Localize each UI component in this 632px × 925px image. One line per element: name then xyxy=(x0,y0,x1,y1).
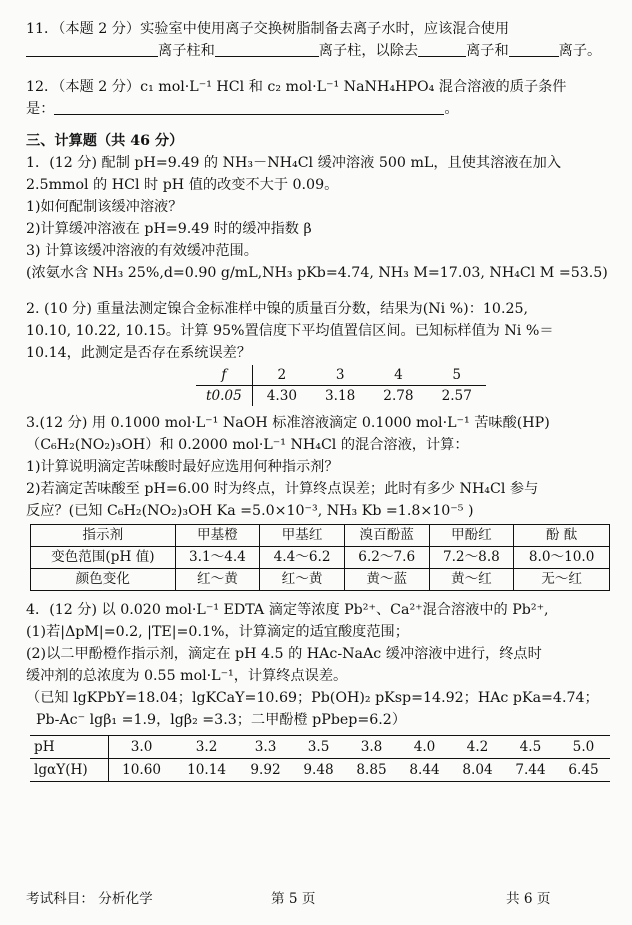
indicator-row-color: 颜色变化 红～黄 红～黄 黄～蓝 黄～红 无～红 xyxy=(31,569,610,591)
calc-4-line-5: （已知 lgKPbY=18.04；lgKCaY=10.69；Pb(OH)₂ pKsp=14.92；HAc pKa=4.74； xyxy=(26,690,599,706)
blank-ion-1[interactable] xyxy=(418,40,466,57)
calc-2-line-3: 10.14，此测定是否存在系统误差？ xyxy=(26,345,252,361)
calc-1-line-1: 1．(12 分) 配制 pH=9.49 的 NH₃－NH₄Cl 缓冲溶液 500 mL，且使其溶液在加入 xyxy=(26,155,562,171)
calc-1-line-4: 2)计算缓冲溶液在 pH=9.49 时的缓冲指数 β xyxy=(26,221,312,237)
blank-resin-column-2[interactable] xyxy=(215,40,319,57)
calc-1-line-2: 2.5mmol 的 HCl 时 pH 值的改变不大于 0.09。 xyxy=(26,177,339,193)
question-12-text: 12．（本题 2 分）c₁ mol·L⁻¹ HCl 和 c₂ mol·L⁻¹ NaNH₄HPO₄ 混合溶液的质子条件 xyxy=(26,79,567,95)
question-11-blanks: 离子柱和 离子柱，以除去 离子和 离子。 xyxy=(26,40,610,62)
t-table-header-t: t0.05 xyxy=(196,386,252,407)
t-distribution-table: f 2 3 4 5 t0.05 4.30 3.18 2.78 2.57 xyxy=(196,365,486,406)
question-11 xyxy=(26,18,610,62)
blank-ion-2[interactable] xyxy=(509,40,559,57)
footer-page-number: 第 5 页 xyxy=(271,891,316,907)
calc-4-line-1: 4．(12 分) 以 0.020 mol·L⁻¹ EDTA 滴定等浓度 Pb²⁺、Ca²⁺混合溶液中的 Pb²⁺, xyxy=(26,602,549,618)
t-table-header-f: f xyxy=(196,365,252,386)
lgalpha-row: lgαY(H) 10.60 10.14 9.92 9.48 8.85 8.44 8.04 7.44 6.45 xyxy=(30,759,610,782)
indicator-row-range: 变色范围(pH 值) 3.1～4.4 4.4～6.2 6.2～7.6 7.2～8.8 8.0～10.0 xyxy=(31,547,610,569)
ph-lgalpha-table xyxy=(30,735,610,782)
calc-4-line-4: 缓冲剂的总浓度为 0.55 mol·L⁻¹，计算终点误差。 xyxy=(26,668,348,684)
calc-3-line-5: 反应？(已知 C₆H₂(NO₂)₃OH Ka =5.0×10⁻³, NH₃ Kb =1.8×10⁻⁵ ) xyxy=(26,503,474,519)
calc-3-line-1: 3.(12 分) 用 0.1000 mol·L⁻¹ NaOH 标准溶液滴定 0.1000 mol·L⁻¹ 苦味酸(HP) xyxy=(26,415,550,431)
indicator-table xyxy=(30,524,610,591)
calc-3-line-4: 2)若滴定苦味酸至 pH=6.00 时为终点，计算终点误差；此时有多少 NH₄Cl 参与 xyxy=(26,481,539,497)
question-12-answer: 是： 。 xyxy=(26,98,610,120)
calc-1-line-6: (浓氨水含 NH₃ 25%,d=0.90 g/mL,NH₃ pKb=4.74, NH₃ M=17.03, NH₄Cl M =53.5) xyxy=(26,265,608,281)
calc-2-line-1: 2. (10 分) 重量法测定镍合金标准样中镍的质量百分数，结果为(Ni %)：10.25, xyxy=(26,301,529,317)
calc-question-1 xyxy=(26,152,610,284)
calc-1-line-5: 3) 计算该缓冲溶液的有效缓冲范围。 xyxy=(26,243,258,259)
indicator-row-name: 指示剂 甲基橙 甲基红 溴百酚蓝 甲酚红 酚 酞 xyxy=(31,525,610,547)
question-11-text: 11．（本题 2 分）实验室中使用离子交换树脂制备去离子水时，应该混合使用 xyxy=(26,21,510,37)
section-title: 三、计算题（共 46 分） xyxy=(26,133,184,149)
question-12 xyxy=(26,76,610,120)
calc-4-line-2: (1)若|ΔpM|=0.2, |TE|=0.1%，计算滴定的适宜酸度范围； xyxy=(26,624,409,640)
footer-total-pages: 共 6 页 xyxy=(506,891,551,907)
calc-3-line-2: （C₆H₂(NO₂)₃OH）和 0.2000 mol·L⁻¹ NH₄Cl 的混合溶液，计算： xyxy=(26,437,469,453)
calc-question-3 xyxy=(26,412,610,591)
ph-row: pH 3.0 3.2 3.3 3.5 3.8 4.0 4.2 4.5 5.0 xyxy=(30,736,610,759)
calc-3-line-3: 1)计算说明滴定苦味酸时最好应选用何种指示剂？ xyxy=(26,459,339,475)
calc-2-line-2: 10.10, 10.22, 10.15。计算 95%置信度下平均值置信区间。已知标样值为 Ni %＝ xyxy=(26,323,554,339)
footer-subject: 考试科目： 分析化学 xyxy=(26,891,153,907)
calc-4-line-6: Pb-Ac⁻ lgβ₁ =1.9，lgβ₂ =3.3；二甲酚橙 pPbep=6.2） xyxy=(36,712,407,728)
calc-question-2 xyxy=(26,298,610,406)
calc-question-4 xyxy=(26,599,610,782)
calc-1-line-3: 1)如何配制该缓冲溶液？ xyxy=(26,199,183,215)
blank-resin-column-1[interactable] xyxy=(26,40,158,57)
blank-proton-condition[interactable] xyxy=(54,98,444,115)
calc-4-line-3: (2)以二甲酚橙作指示剂，滴定在 pH 4.5 的 HAc-NaAc 缓冲溶液中进行，终点时 xyxy=(26,646,542,662)
